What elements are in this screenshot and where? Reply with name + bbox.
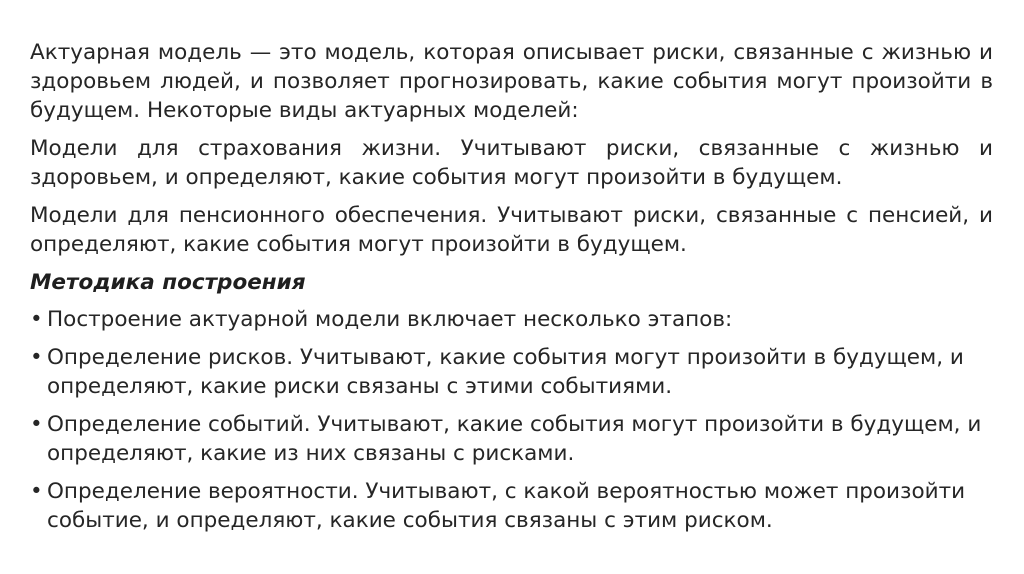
slide-body (30, 38, 993, 544)
list-item: • Определение вероятности. Учитывают, с какой вероятностью может произойти событие, и определяют, какие события связаны с этим риском. (30, 477, 993, 535)
section-heading: Методика построения (30, 270, 306, 295)
list-item: • Определение событий. Учитывают, какие события могут произойти в будущем, и определяют, какие из них связаны с рисками. (30, 410, 993, 468)
life-insurance-paragraph: Модели для страхования жизни. Учитывают риски, связанные с жизнью и здоровьем, и определяют, какие события могут произойти в будущем. (30, 136, 993, 190)
intro-paragraph: Актуарная модель — это модель, которая описывает риски, связанные с жизнью и здоровьем людей, и позволяет прогнозировать, какие события могут произойти в будущем. Некоторые виды актуарных моделей: (30, 40, 993, 123)
pension-paragraph: Модели для пенсионного обеспечения. Учитывают риски, связанные с пенсией, и определяют, какие события могут произойти в будущем. (30, 203, 993, 257)
list-item: • Построение актуарной модели включает несколько этапов: (30, 305, 993, 334)
list-item: • Определение рисков. Учитывают, какие события могут произойти в будущем, и определяют, какие риски связаны с этими событиями. (30, 343, 993, 401)
steps-list (30, 305, 993, 535)
